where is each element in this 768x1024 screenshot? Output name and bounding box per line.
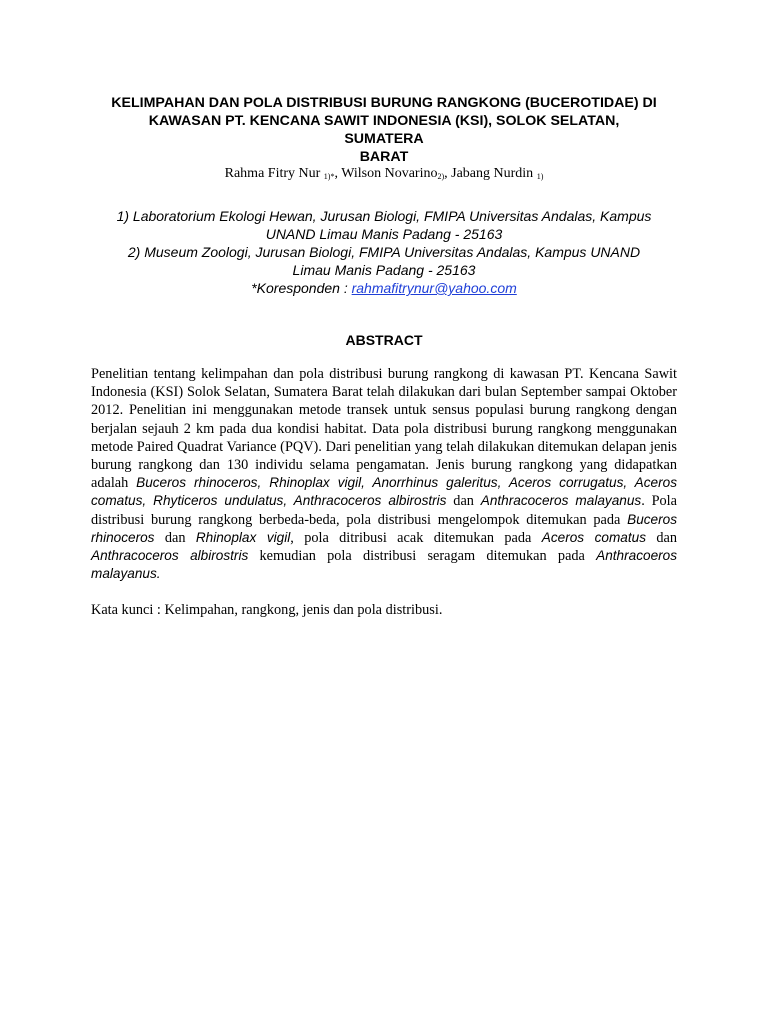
title-line-2: KAWASAN PT. KENCANA SAWIT INDONESIA (KSI), SOLOK SELATAN,: [148, 113, 620, 129]
author-separator: ,: [444, 166, 452, 181]
affiliation-2-line-1: 2) Museum Zoologi, Jurusan Biologi, FMIPA Universitas Andalas, Kampus UNAND: [127, 244, 641, 260]
species-name: Buceros rhinoceros: [91, 511, 677, 545]
affiliation-1-line-1: 1) Laboratorium Ekologi Hewan, Jurusan Biologi, FMIPA Universitas Andalas, Kampus: [116, 208, 652, 224]
abstract-text: dan: [646, 529, 678, 546]
affiliations: [80, 207, 688, 297]
abstract-text: Penelitian tentang kelimpahan dan pola distribusi burung rangkong di kawasan PT. Kencana Sawit Indonesia (KSI) Solok Selatan, Sumatera Barat telah dilakukan dari bulan September sampai Oktober 2012. Penelitian ini menggunakan metode transek untuk sensus populasi burung rangkong dengan berjalan sejauh 2 km pada dua kondisi habitat. Data pola distribusi burung rangkong menggunakan metode Paired Quadrat Variance (PQV). Dari penelitian yang telah dilakukan ditemukan delapan jenis burung rangkong dan 130 individu selama pengamatan. Jenis burung rangkong yang didapatkan adalah: [91, 366, 677, 492]
author-1-name: Rahma Fitry Nur: [224, 166, 321, 181]
affiliation-2-line-2: Limau Manis Padang - 25163: [292, 262, 476, 278]
species-name: Anthracoceros malayanus: [480, 493, 642, 509]
author-3-name: Jabang Nurdin: [451, 166, 534, 181]
author-3-affiliation-mark: 1): [536, 172, 544, 181]
author-2-name: Wilson Novarino: [341, 166, 438, 181]
author-1-affiliation-mark: 1)*: [323, 172, 335, 181]
author-2-affiliation-mark: 2): [437, 172, 445, 181]
title-line-3: SUMATERA: [344, 131, 424, 147]
species-name: Aceros comatus: [541, 529, 647, 545]
paper-title: [80, 94, 688, 166]
abstract-body: [91, 365, 677, 583]
correspondence-email-link[interactable]: rahmafitrynur@yahoo.com: [351, 280, 517, 296]
author-separator: ,: [334, 166, 342, 181]
abstract-text: dan: [154, 529, 196, 546]
abstract-text: , pola ditribusi acak ditemukan pada: [290, 529, 542, 546]
species-name: Rhinoplax vigil: [195, 529, 291, 545]
affiliation-1-line-2: UNAND Limau Manis Padang - 25163: [265, 226, 503, 242]
abstract-heading: ABSTRACT: [345, 332, 423, 348]
correspondence: [80, 279, 688, 297]
species-list: Buceros rhinoceros, Rhinoplax vigil, Anorrhinus galeritus, Aceros corrugatus, Aceros comatus, Rhyticeros undulatus, Anthracoceros albirostris: [91, 475, 677, 509]
species-name: Anthracoceros albirostris: [91, 548, 249, 564]
abstract-text: . Pola distribusi burung rangkong berbeda-beda, pola distribusi mengelompok ditemukan pada: [91, 493, 677, 528]
correspondence-label: *Koresponden :: [251, 280, 352, 296]
title-line-4: BARAT: [359, 149, 409, 165]
abstract-text: dan: [446, 493, 481, 510]
species-name: Anthracoeros malayanus.: [91, 548, 678, 582]
title-line-1: KELIMPAHAN DAN POLA DISTRIBUSI BURUNG RANGKONG (BUCEROTIDAE) DI: [111, 95, 657, 111]
keywords: Kata kunci : Kelimpahan, rangkong, jenis dan pola distribusi.: [91, 602, 443, 618]
abstract-text: kemudian pola distribusi seragam ditemukan pada: [248, 548, 597, 565]
author-list: [80, 165, 688, 184]
